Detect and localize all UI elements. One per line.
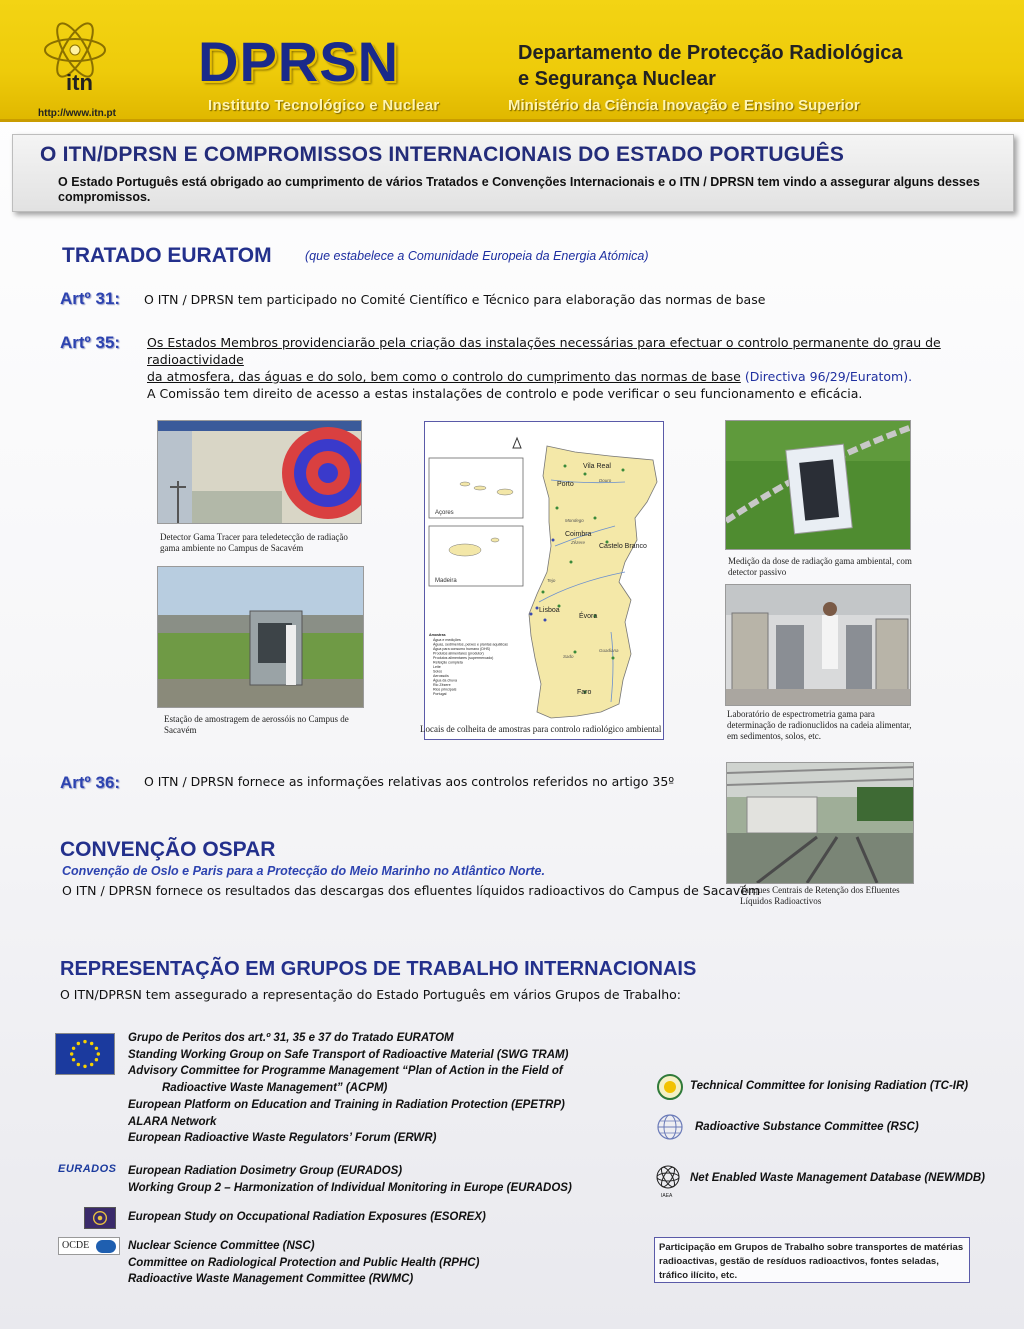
map-legend-item: Solos	[433, 669, 442, 674]
ospar-subtitle: Convenção de Oslo e Paris para a Protecção do Meio Marinho no Atlântico Norte.	[62, 864, 545, 878]
brand-title: DPRSN	[198, 30, 400, 93]
art36-label: Artº 36:	[60, 773, 121, 792]
itn-atom-logo	[40, 10, 110, 98]
rsc-group: Radioactive Substance Committee (RSC)	[695, 1121, 919, 1133]
eu-flag-icon	[55, 1033, 115, 1075]
map-city-porto: Porto	[557, 481, 574, 488]
map-legend-item: Rio Zêzere	[433, 683, 451, 687]
map-river-zezere: Zêzere	[571, 540, 586, 545]
art31-text: O ITN / DPRSN tem participado no Comité Científico e Técnico para elaboração das normas de base	[144, 292, 766, 307]
art31-label: Artº 31:	[60, 289, 121, 308]
group-item: Working Group 2 – Harmonization of Individual Monitoring in Europe (EURADOS)	[128, 1181, 572, 1194]
page-title: O ITN/DPRSN E COMPROMISSOS INTERNACIONAIS DO ESTADO PORTUGUÊS	[40, 143, 845, 166]
passive-dose-caption: Medição da dose de radiação gama ambiental, com detector passivo	[728, 556, 912, 577]
gamma-spectrometry-lab-photo	[725, 584, 911, 706]
group-item: Radioactive Waste Management Committee (RWMC)	[128, 1273, 414, 1286]
representation-heading: REPRESENTAÇÃO EM GRUPOS DE TRABALHO INTERNACIONAIS	[60, 958, 697, 980]
map-legend-item: Leite	[433, 665, 441, 669]
group-item: Standing Working Group on Safe Transport of Radioactive Material (SWG TRAM)	[128, 1048, 569, 1061]
aerosol-station-photo	[157, 566, 364, 708]
map-river-douro: Douro	[599, 478, 612, 483]
department-line1: Departamento de Protecção Radiológica	[518, 42, 903, 64]
map-legend-item: Águas, sedimentos, peixes e plantas aquáticas	[433, 642, 508, 647]
art35-line3: A Comissão tem direito de acesso a estas instalações de controlo e pode verificar o seu funcionamento e eficácia.	[147, 386, 863, 401]
representation-text: O ITN/DPRSN tem assegurado a representação do Estado Português em vários Grupos de Trabalho:	[60, 987, 681, 1002]
euromet-logo-icon	[655, 1073, 685, 1101]
lab-caption: Laboratório de espectrometria gama para determinação de radionuclidos na cadeia alimentar, em sedimentos, solos, etc.	[727, 709, 912, 741]
ospar-heading: CONVENÇÃO OSPAR	[60, 838, 276, 861]
group-item: Advisory Committee for Programme Management “Plan of Action in the Field of	[128, 1065, 563, 1078]
brand-subtitle: Instituto Tecnológico e Nuclear	[208, 97, 440, 114]
eu-groups-list	[128, 1030, 568, 1147]
group-item: Nuclear Science Committee (NSC)	[128, 1240, 315, 1252]
retention-tanks-photo	[726, 762, 914, 884]
art35-line1: Os Estados Membros providenciarão pela criação das instalações necessárias para efectuar o controlo permanente do grau de radioactividade	[147, 335, 941, 367]
ministry-name: Ministério da Ciência Inovação e Ensino Superior	[508, 97, 860, 114]
eurados-groups-list	[128, 1163, 572, 1196]
azores-label: Açores	[435, 510, 454, 516]
map-river-guadiana: Guadiana	[599, 648, 619, 653]
ocde-logo	[58, 1237, 120, 1255]
map-city-lisboa: Lisboa	[539, 607, 560, 614]
map-legend-item: Água da chuva	[433, 678, 457, 683]
newmdb-group: Net Enabled Waste Management Database (NEWMDB)	[690, 1172, 986, 1184]
map-city-castelo-branco: Castelo Branco	[599, 543, 647, 550]
sampling-sites-map	[424, 421, 664, 740]
euratom-heading: TRATADO EURATOM	[62, 244, 272, 267]
art35-line2: da atmosfera, das águas e do solo, bem como o controlo do cumprimento das normas de base	[147, 369, 741, 384]
map-river-mondego: Mondego	[565, 518, 584, 523]
group-item: European Radiation Dosimetry Group (EURADOS)	[128, 1165, 403, 1177]
map-city-faro: Faro	[577, 689, 592, 696]
map-city-vila-real: Vila Real	[583, 463, 611, 470]
group-item: Radioactive Waste Management” (ACPM)	[162, 1082, 388, 1095]
map-legend-item: Água e medições	[433, 638, 461, 642]
itn-logo-text: itn	[66, 70, 93, 95]
globe-icon	[655, 1113, 685, 1141]
esorex-group: European Study on Occupational Radiation Exposures (ESOREX)	[128, 1211, 486, 1223]
group-item: Grupo de Peritos dos art.º 31, 35 e 37 do Tratado EURATOM	[128, 1032, 454, 1044]
map-legend-item: Aerossóis	[433, 674, 449, 678]
ospar-text: O ITN / DPRSN fornece os resultados das descargas dos efluentes líquidos radioactivos do Campus de Sacavém	[62, 883, 761, 898]
madeira-label: Madeira	[435, 578, 457, 584]
ocde-logo-mark	[96, 1240, 116, 1253]
map-legend-title: Amostras	[429, 633, 446, 637]
group-item: Committee on Radiological Protection and Public Health (RPHC)	[128, 1256, 480, 1269]
art35-text	[147, 334, 977, 402]
map-caption: Locais de colheita de amostras para controlo radiológico ambiental	[420, 724, 662, 734]
itn-url-link[interactable]: http://www.itn.pt	[38, 108, 116, 119]
art35-label: Artº 35:	[60, 333, 121, 352]
group-item: ALARA Network	[128, 1115, 217, 1128]
map-legend-item: Refeição completa	[433, 660, 463, 665]
ocde-groups-list	[128, 1238, 479, 1288]
map-river-tejo: Tejo	[547, 578, 556, 583]
map-legend-item: Rios principais	[433, 687, 457, 692]
map-city-coimbra: Coimbra	[565, 531, 592, 538]
esorex-logo-icon	[84, 1207, 116, 1229]
eurados-logo: EURADOS	[58, 1163, 117, 1175]
passive-dose-detector-photo	[725, 420, 911, 550]
ocde-logo-text: OCDE	[62, 1240, 90, 1251]
map-river-sado: Sado	[563, 654, 574, 659]
art36-text: O ITN / DPRSN fornece as informações relativas aos controlos referidos no artigo 35º	[144, 774, 675, 789]
iaea-logo-icon	[653, 1163, 683, 1199]
aerosol-station-caption: Estação de amostragem de aerossóis no Campus de Sacavém	[164, 714, 349, 735]
map-legend-item: Produtos alimentares (produtor)	[433, 651, 484, 656]
tcir-group: Technical Committee for Ionising Radiation (TC-IR)	[690, 1080, 969, 1092]
directive-reference: (Directiva 96/29/Euratom).	[744, 369, 913, 384]
iaea-logo-text: IAEA	[661, 1193, 673, 1199]
map-legend-item: Portugal	[433, 692, 447, 696]
transport-participation-note: Participação em Grupos de Trabalho sobre transportes de matérias radioactivas, gestão de resíduos radioactivos, fontes seladas, tráfico ilícito, etc.	[654, 1237, 970, 1283]
group-item: European Radioactive Waste Regulators’ Forum (ERWR)	[128, 1132, 437, 1145]
map-legend-item: Produtos alimentares (supermercado)	[433, 656, 494, 660]
intro-text: O Estado Português está obrigado ao cumprimento de vários Tratados e Convenções Internacionais e o ITN / DPRSN tem vindo a assegurar alguns desses compromissos.	[58, 175, 980, 204]
map-city-evora: Évora	[579, 613, 598, 620]
group-item: European Platform on Education and Training in Radiation Protection (EPETRP)	[128, 1098, 565, 1111]
map-legend-item: Água para consumo humano (DHS)	[433, 647, 491, 651]
gamma-tracer-caption: Detector Gama Tracer para teledetecção de radiação gama ambiente no Campus de Sacavém	[160, 532, 348, 553]
euratom-subtitle: (que estabelece a Comunidade Europeia da Energia Atómica)	[305, 249, 649, 263]
tanks-caption: Tanques Centrais de Retenção dos Efluentes Líquidos Radioactivos	[740, 885, 900, 906]
department-line2: e Segurança Nuclear	[518, 68, 716, 90]
gamma-tracer-photo	[157, 420, 362, 524]
